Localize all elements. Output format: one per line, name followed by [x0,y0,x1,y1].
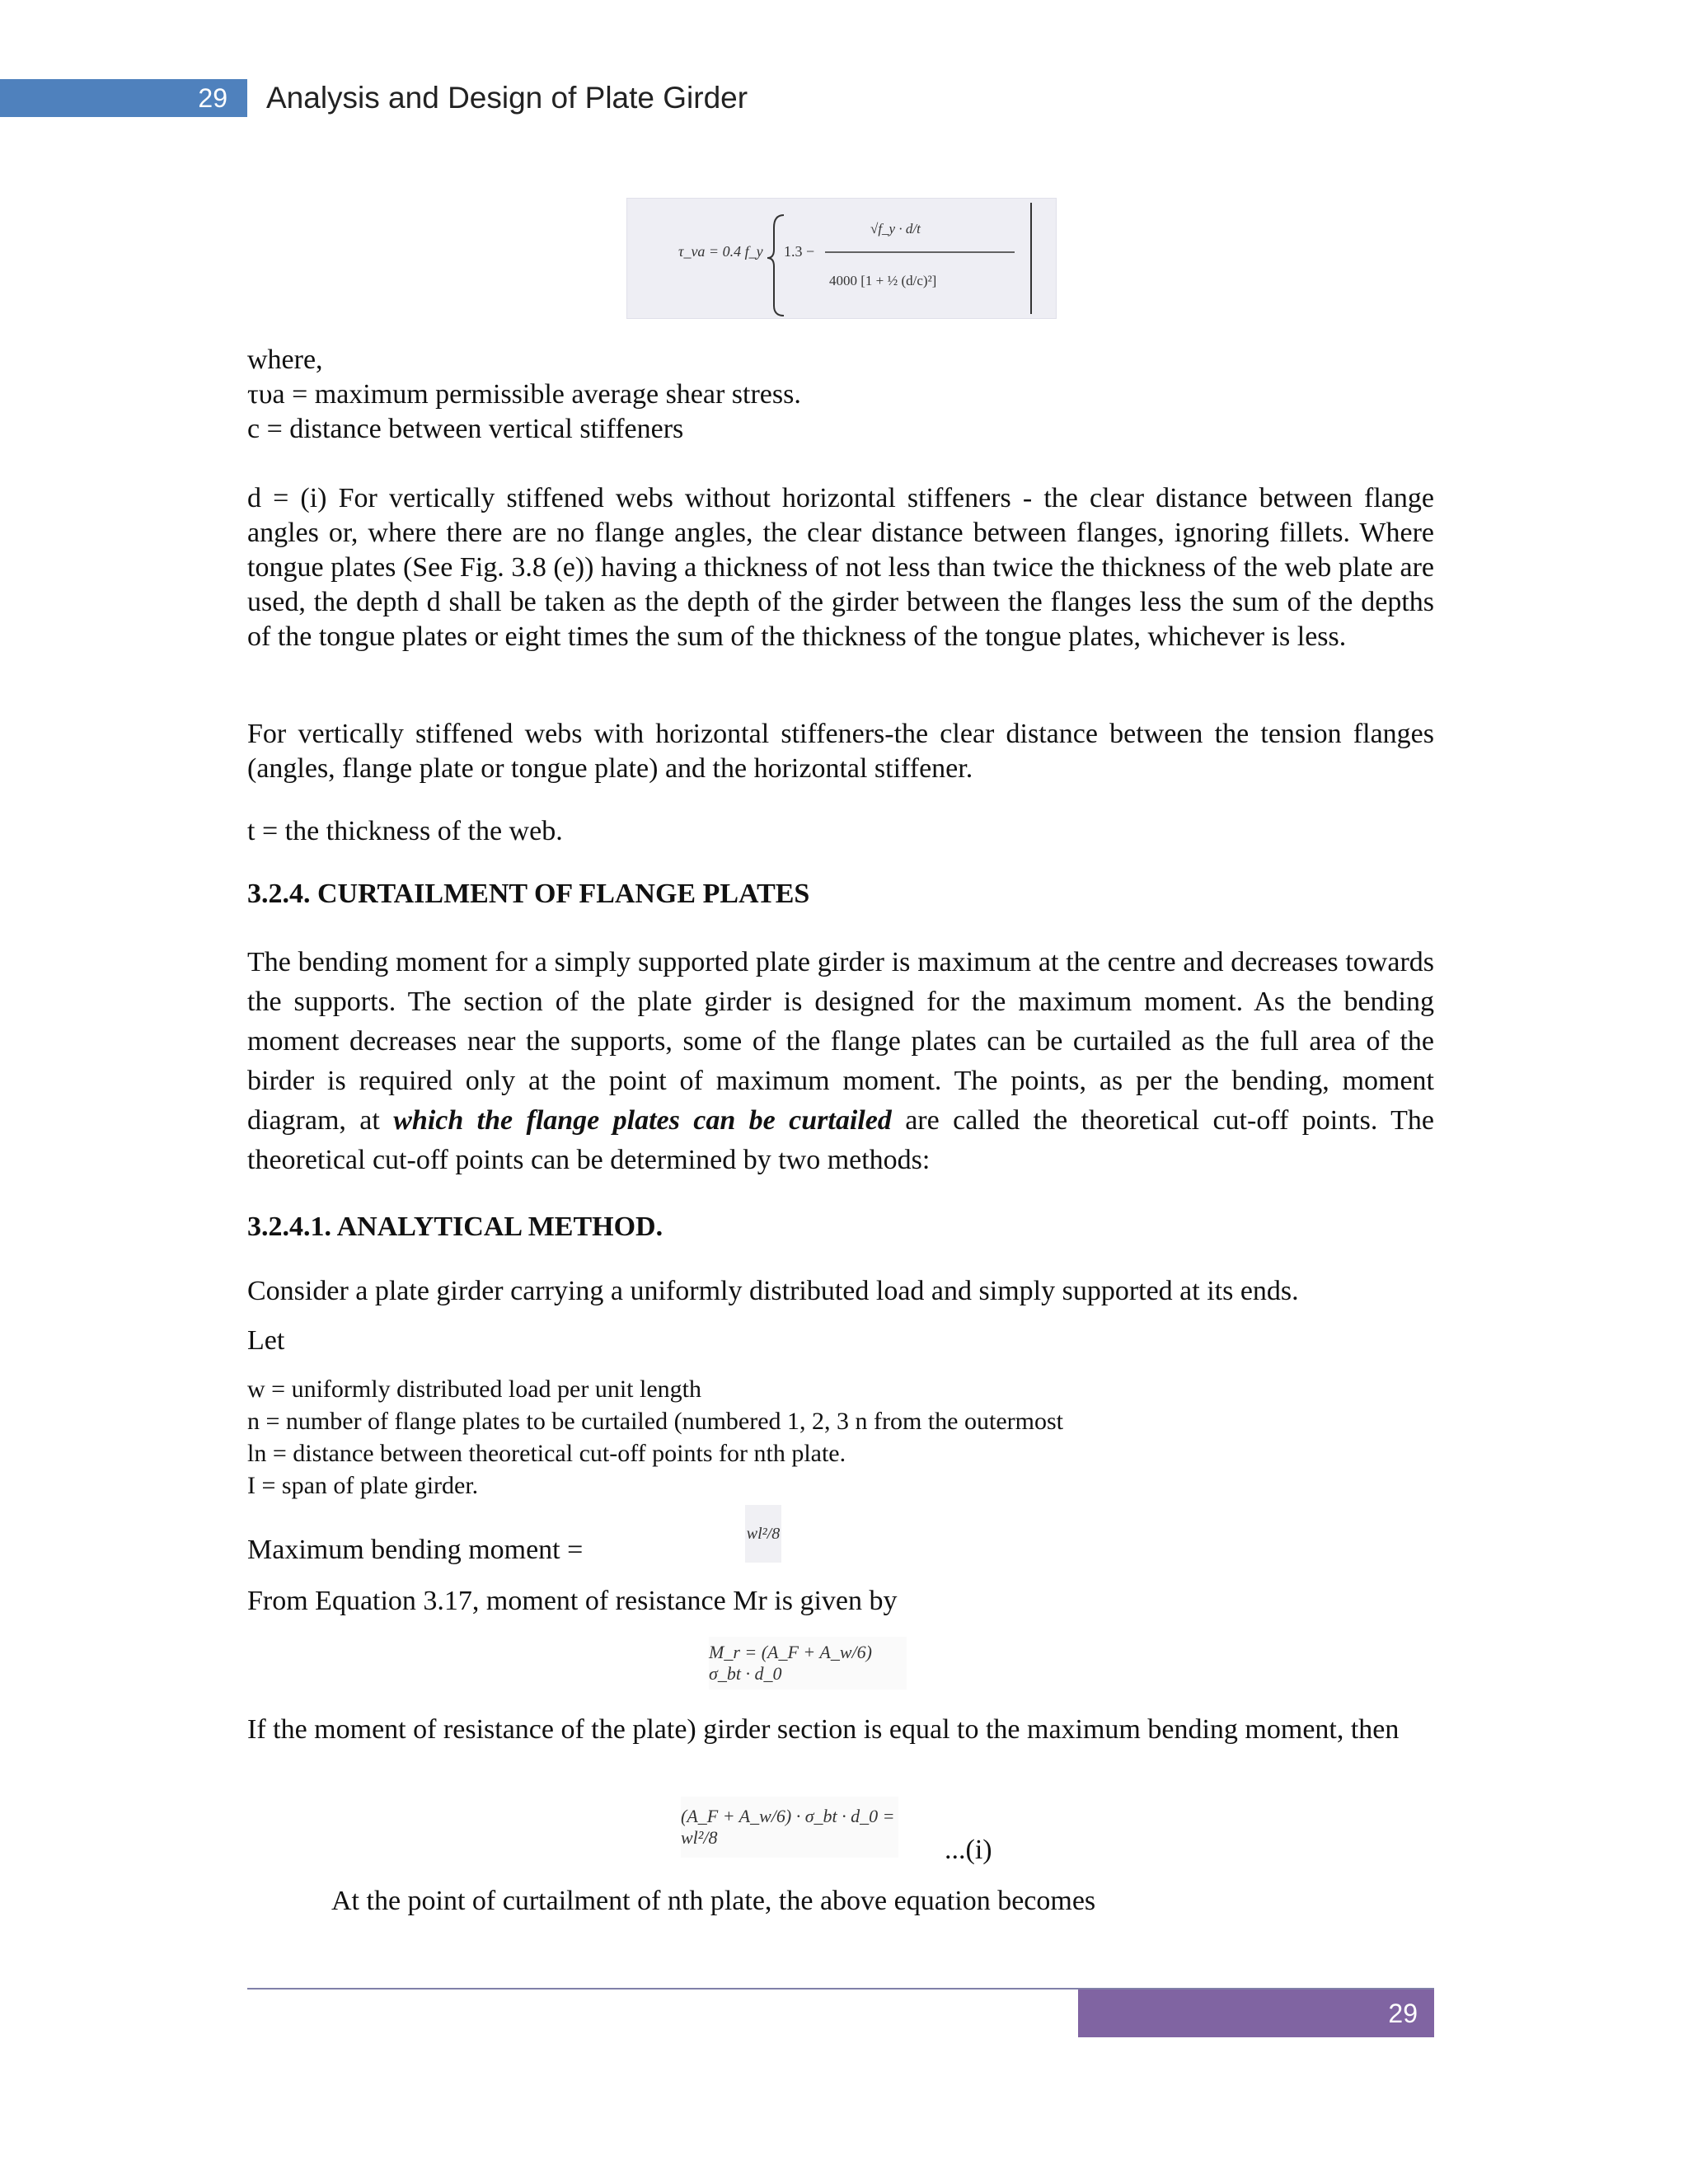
eq-lhs: τ_va = 0.4 f_y [678,243,763,260]
heading-3-2-4: 3.2.4. CURTAILMENT OF FLANGE PLATES [247,879,810,909]
mr-formula: M_r = (A_F + A_w/6) σ_bt · d_0 [709,1637,907,1690]
para-consider: Consider a plate girder carrying a uniformly distributed load and simply supported at its ends. [247,1276,1299,1306]
def-n: n = number of flange plates to be curtailed (numbered 1, 2, 3 n from the outermost [247,1408,1063,1435]
eq-numerator: √f_y · d/t [870,221,921,237]
header-title: Analysis and Design of Plate Girder [266,81,748,115]
footer-page-number: 29 [1078,1990,1434,2037]
header-page-number: 29 [0,79,247,117]
def-t: t = the thickness of the web. [247,816,563,846]
def-w: w = uniformly distributed load per unit length [247,1376,702,1403]
where-label: where, [247,344,323,375]
if-moment-text: If the moment of resistance of the plate) girder section is equal to the maximum bending moment, then [247,1714,1400,1745]
equation-tva-image [626,198,1057,319]
equation-tva-svg [627,199,1056,318]
max-bm-formula: wl²/8 [745,1505,781,1563]
para-d: d = (i) For vertically stiffened webs without horizontal stiffeners - the clear distance between flange angles or, where there are no flange angles, the clear distance between flanges, ignoring fillets. Where tongue plates (See Fig. 3.8 (e)) having a thickness of not less than twice the thickness of the web plate are used, the depth d shall be taken as the depth of the girder between the flanges less the sum of the depths of the tongue plates or eight times the sum of the thickness of the tongue plates, whichever is less. [247,483,1434,652]
eq-i-formula: (A_F + A_w/6) · σ_bt · d_0 = wl²/8 [681,1797,898,1858]
def-ln: ln = distance between theoretical cut-off points for nth plate. [247,1440,846,1467]
def-c: c = distance between vertical stiffeners [247,414,684,444]
max-bending-moment: Maximum bending moment = [247,1535,584,1565]
def-tva: τυa = maximum permissible average shear stress. [247,379,801,410]
para-bending-moment: The bending moment for a simply supported plate girder is maximum at the centre and decreases towards the supports. The section of the plate girder is designed for the maximum moment. As the bending moment decreases near the supports, some of the flange plates can be curtailed as the full area of the birder is required only at the point of maximum moment. The points, as per the bending, moment diagram, at which the flange plates can be curtailed are called the theoretical cut-off points. The theoretical cut-off points can be determined by two methods: [247,947,1435,1175]
eq-term: 1.3 − [784,243,815,260]
eq-i-label: ...(i) [945,1835,992,1865]
let-label: Let [247,1325,285,1356]
heading-3-2-4-1: 3.2.4.1. ANALYTICAL METHOD. [247,1212,663,1242]
para-bending-emphasis: which the flange plates can be curtailed [393,1105,892,1136]
def-l: I = span of plate girder. [247,1472,479,1499]
para-vertical-stiffeners: For vertically stiffened webs with horizontal stiffeners-the clear distance between the tension flanges (angles, flange plate or tongue plate) and the horizontal stiffener. [247,719,1434,784]
from-equation-text: From Equation 3.17, moment of resistance Mr is given by [247,1586,898,1616]
eq-denominator: 4000 [1 + ½ (d/c)²] [829,273,937,288]
at-point-text: At the point of curtailment of nth plate, the above equation becomes [331,1886,1096,1916]
